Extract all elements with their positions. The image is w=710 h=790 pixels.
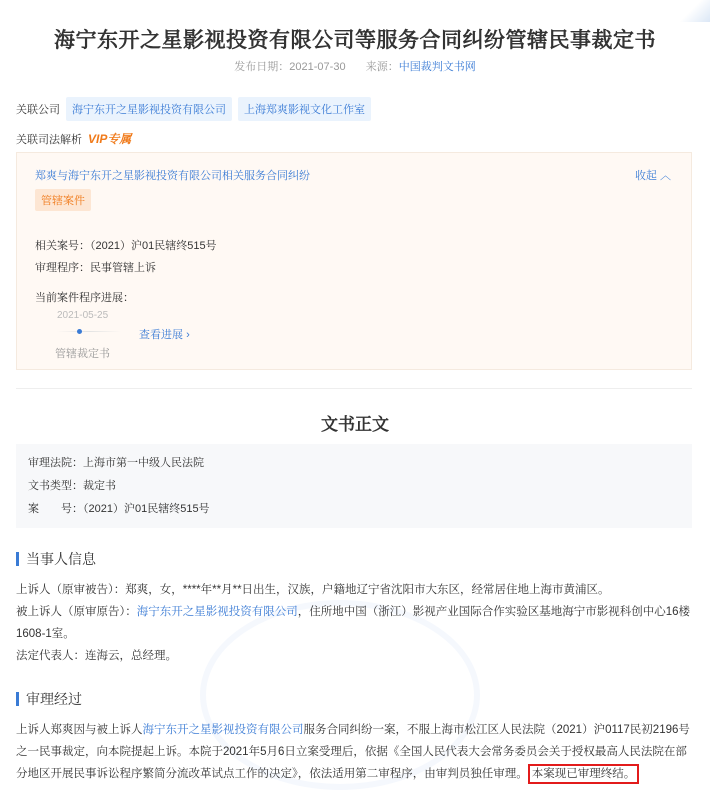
collapse-button[interactable]: 收起 ︿ [634, 170, 671, 182]
case-number: 相关案号：（2021）沪01民辖终515号 [35, 240, 217, 252]
related-label: 关联公司 [16, 104, 60, 116]
trial-company-link[interactable]: 海宁东开之星影视投资有限公司 [142, 724, 304, 736]
appellant-paragraph: 上诉人（原审被告）：郑爽，女，****年**月**日出生，汉族，户籍地辽宁省沈阳市大东区，经常居住地上海市黄浦区。 [16, 584, 610, 596]
chevron-up-icon: ︿ [660, 170, 671, 182]
case-procedure: 审理程序：民事管辖上诉 [35, 262, 156, 274]
appellee-company-link[interactable]: 海宁东开之星影视投资有限公司 [136, 606, 298, 618]
vip-badge[interactable]: VIP专属 [88, 132, 132, 146]
court-line: 审理法院：上海市第一中级人民法院 [28, 457, 204, 469]
judicial-analysis [16, 130, 131, 147]
doc-case-number-line: 案 号：（2021）沪01民辖终515号 [28, 503, 210, 515]
page-title: 海宁东开之星影视投资有限公司等服务合同纠纷管辖民事裁定书 [54, 29, 656, 52]
corner-badge [680, 0, 710, 22]
document-section-title: 文书正文 [321, 415, 389, 434]
meta-line [0, 58, 710, 74]
trial-paragraph: 上诉人郑爽因与被上诉人海宁东开之星影视投资有限公司服务合同纠纷一案，不服上海市松江区人民法院（2021）沪0117民初2196号之一民事裁定，向本院提起上诉。本院于2021年5月6日立案受理后，依据《全国人民代表大会常务委员会关于授权最高人民法院在部分地区开展民事诉讼程序繁简分流改革试点工作的决定》，依法适用第二审程序，由审判员独任审理。 本案现已审理终结。 [16, 719, 696, 785]
chevron-right-icon: › [186, 329, 190, 341]
publish-label: 发布日期： [234, 61, 290, 73]
source-link[interactable]: 中国裁判文书网 [398, 61, 476, 73]
company-tag-2[interactable]: 上海郑爽影视文化工作室 [238, 97, 371, 121]
doc-type-line: 文书类型：裁定书 [28, 480, 116, 492]
progress-label: 当前案件程序进展： [35, 292, 134, 304]
section-bar [16, 692, 19, 706]
progress-dot [77, 329, 82, 334]
appellee-paragraph: 被上诉人（原审原告）：海宁东开之星影视投资有限公司，住所地中国（浙江）影视产业国际合作实验区基地海宁市影视科创中心16楼1608-1室。 [16, 606, 691, 640]
company-tag-1[interactable]: 海宁东开之星影视投资有限公司 [66, 97, 232, 121]
progress-stage: 管辖裁定书 [55, 348, 110, 360]
related-companies [16, 97, 371, 121]
section-bar [16, 552, 19, 566]
progress-date: 2021-05-25 [57, 310, 109, 321]
trial-heading: 审理经过 [16, 689, 82, 709]
document-info-box [16, 444, 692, 528]
divider [16, 388, 692, 389]
source-label: 来源： [365, 61, 399, 73]
highlighted-conclusion: 本案现已审理终结。 [528, 764, 640, 784]
publish-date: 2021-07-30 [289, 61, 346, 73]
progress-line [57, 331, 121, 332]
judicial-label: 关联司法解析 [16, 133, 82, 146]
view-progress-link[interactable]: 查看进展 › [139, 329, 190, 341]
case-title-link[interactable]: 郑爽与海宁东开之星影视投资有限公司相关服务合同纠纷 [35, 170, 310, 182]
legal-rep-paragraph: 法定代表人：连海云，总经理。 [16, 650, 177, 662]
case-type-tag: 管辖案件 [35, 189, 91, 211]
case-card [16, 152, 692, 370]
parties-heading: 当事人信息 [16, 549, 96, 569]
